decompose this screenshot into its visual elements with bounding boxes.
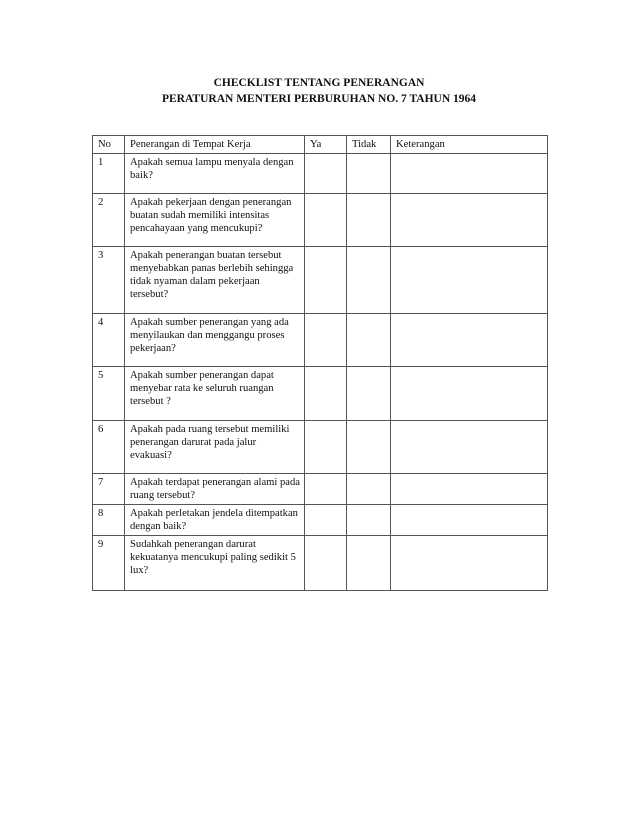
tidak-cell[interactable] — [347, 194, 391, 247]
table-row — [93, 505, 548, 536]
header-item: Penerangan di Tempat Kerja — [125, 136, 305, 154]
table-row — [93, 247, 548, 314]
row-number: 6 — [93, 421, 125, 474]
header-tidak: Tidak — [347, 136, 391, 154]
table-row — [93, 536, 548, 591]
keterangan-cell[interactable] — [391, 474, 548, 505]
ya-cell[interactable] — [305, 421, 347, 474]
document-title: CHECKLIST TENTANG PENERANGAN — [213, 77, 425, 89]
row-number: 2 — [93, 194, 125, 247]
table-row — [93, 474, 548, 505]
row-question: Apakah pada ruang tersebut memiliki penerangan darurat pada jalur evakuasi? — [125, 421, 305, 474]
keterangan-cell[interactable] — [391, 421, 548, 474]
tidak-cell[interactable] — [347, 505, 391, 536]
row-number: 1 — [93, 154, 125, 194]
tidak-cell[interactable] — [347, 474, 391, 505]
keterangan-cell[interactable] — [391, 314, 548, 367]
ya-cell[interactable] — [305, 314, 347, 367]
header-keterangan: Keterangan — [391, 136, 548, 154]
checklist-table — [92, 135, 548, 591]
table-row — [93, 194, 548, 247]
keterangan-cell[interactable] — [391, 247, 548, 314]
row-question: Apakah perletakan jendela ditempatkan dengan baik? — [125, 505, 305, 536]
ya-cell[interactable] — [305, 505, 347, 536]
keterangan-cell[interactable] — [391, 154, 548, 194]
table-row — [93, 314, 548, 367]
ya-cell[interactable] — [305, 474, 347, 505]
keterangan-cell[interactable] — [391, 536, 548, 591]
tidak-cell[interactable] — [347, 247, 391, 314]
row-question: Apakah pekerjaan dengan penerangan buatan sudah memiliki intensitas pencahayaan yang mencukupi? — [125, 194, 305, 247]
table-row — [93, 154, 548, 194]
table-row — [93, 367, 548, 421]
tidak-cell[interactable] — [347, 154, 391, 194]
row-number: 3 — [93, 247, 125, 314]
keterangan-cell[interactable] — [391, 367, 548, 421]
ya-cell[interactable] — [305, 367, 347, 421]
ya-cell[interactable] — [305, 536, 347, 591]
row-question: Apakah semua lampu menyala dengan baik? — [125, 154, 305, 194]
ya-cell[interactable] — [305, 247, 347, 314]
row-number: 5 — [93, 367, 125, 421]
keterangan-cell[interactable] — [391, 194, 548, 247]
row-number: 4 — [93, 314, 125, 367]
row-question: Apakah sumber penerangan yang ada menyilaukan dan menggangu proses pekerjaan? — [125, 314, 305, 367]
tidak-cell[interactable] — [347, 536, 391, 591]
row-number: 9 — [93, 536, 125, 591]
ya-cell[interactable] — [305, 154, 347, 194]
row-number: 7 — [93, 474, 125, 505]
ya-cell[interactable] — [305, 194, 347, 247]
header-ya: Ya — [305, 136, 347, 154]
row-question: Apakah sumber penerangan dapat menyebar rata ke seluruh ruangan tersebut ? — [125, 367, 305, 421]
tidak-cell[interactable] — [347, 367, 391, 421]
tidak-cell[interactable] — [347, 314, 391, 367]
row-question: Apakah terdapat penerangan alami pada ruang tersebut? — [125, 474, 305, 505]
tidak-cell[interactable] — [347, 421, 391, 474]
document-subtitle: PERATURAN MENTERI PERBURUHAN NO. 7 TAHUN 1964 — [161, 93, 477, 105]
table-header-row — [93, 136, 548, 154]
table-row — [93, 421, 548, 474]
row-question: Apakah penerangan buatan tersebut menyebabkan panas berlebih sehingga tidak nyaman dalam pekerjaan tersebut? — [125, 247, 305, 314]
header-no: No — [93, 136, 125, 154]
row-question: Sudahkah penerangan darurat kekuatanya mencukupi paling sedikit 5 lux? — [125, 536, 305, 591]
keterangan-cell[interactable] — [391, 505, 548, 536]
row-number: 8 — [93, 505, 125, 536]
